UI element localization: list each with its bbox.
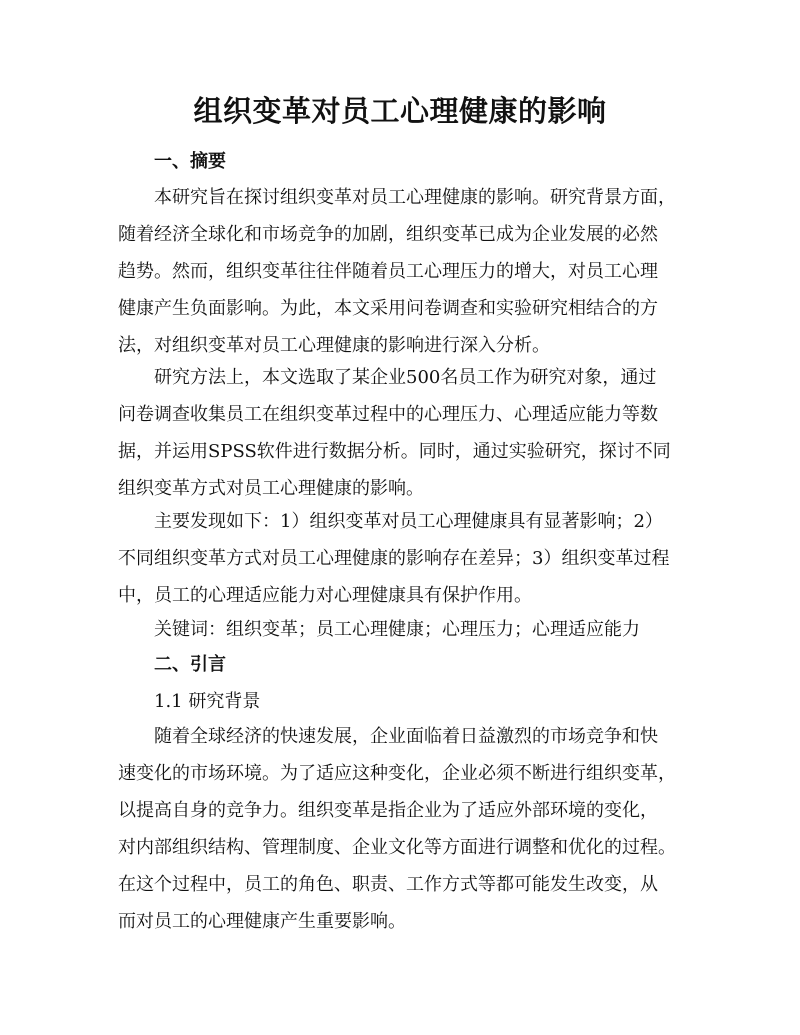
text-line: 本研究旨在探讨组织变革对员工心理健康的影响。研究背景方面，: [154, 187, 676, 208]
intro-subheading-block: [118, 683, 678, 720]
abstract-paragraph-1: [118, 179, 678, 364]
text-line: 在这个过程中，员工的角色、职责、工作方式等都可能发生改变，从: [118, 874, 658, 895]
text-line: 而对员工的心理健康产生重要影响。: [118, 911, 406, 932]
keywords-text: 关键词：组织变革；员工心理健康；心理压力；心理适应能力: [154, 619, 640, 640]
text-line: 主要发现如下：1）组织变革对员工心理健康具有显著影响；2）: [154, 511, 663, 532]
text-line: 健康产生负面影响。为此，本文采用问卷调查和实验研究相结合的方: [118, 298, 658, 319]
text-line: 中，员工的心理适应能力对心理健康具有保护作用。: [118, 585, 532, 606]
text-line: 组织变革方式对员工心理健康的影响。: [118, 478, 424, 499]
text-line: 以提高自身的竞争力。组织变革是指企业为了适应外部环境的变化，: [118, 800, 658, 821]
abstract-heading: 一、摘要: [154, 151, 226, 172]
text-line: 法，对组织变革对员工心理健康的影响进行深入分析。: [118, 335, 550, 356]
text-line: 速变化的市场环境。为了适应这种变化，企业必须不断进行组织变革，: [118, 763, 676, 784]
document-title: 组织变革对员工心理健康的影响: [193, 94, 607, 128]
text-line: 随着经济全球化和市场竞争的加剧，组织变革已成为企业发展的必然: [118, 224, 658, 245]
intro-paragraph-1: [118, 718, 678, 940]
intro-heading: 二、引言: [154, 654, 226, 675]
text-line: 据，并运用SPSS软件进行数据分析。同时，通过实验研究，探讨不同: [118, 441, 671, 462]
abstract-paragraph-2: [118, 359, 678, 507]
text-line: 随着全球经济的快速发展，企业面临着日益激烈的市场竞争和快: [154, 726, 658, 747]
text-line: 趋势。然而，组织变革往往伴随着员工心理压力的增大，对员工心理: [118, 261, 658, 282]
text-line: 不同组织变革方式对员工心理健康的影响存在差异；3）组织变革过程: [118, 548, 670, 569]
text-line: 问卷调查收集员工在组织变革过程中的心理压力、心理适应能力等数: [118, 404, 658, 425]
intro-subheading: 1.1 研究背景: [154, 691, 261, 712]
abstract-paragraph-3: [118, 503, 678, 614]
text-line: 对内部组织结构、管理制度、企业文化等方面进行调整和优化的过程。: [118, 837, 676, 858]
text-line: 研究方法上，本文选取了某企业500名员工作为研究对象，通过: [154, 367, 657, 388]
keywords-line: [118, 611, 678, 648]
